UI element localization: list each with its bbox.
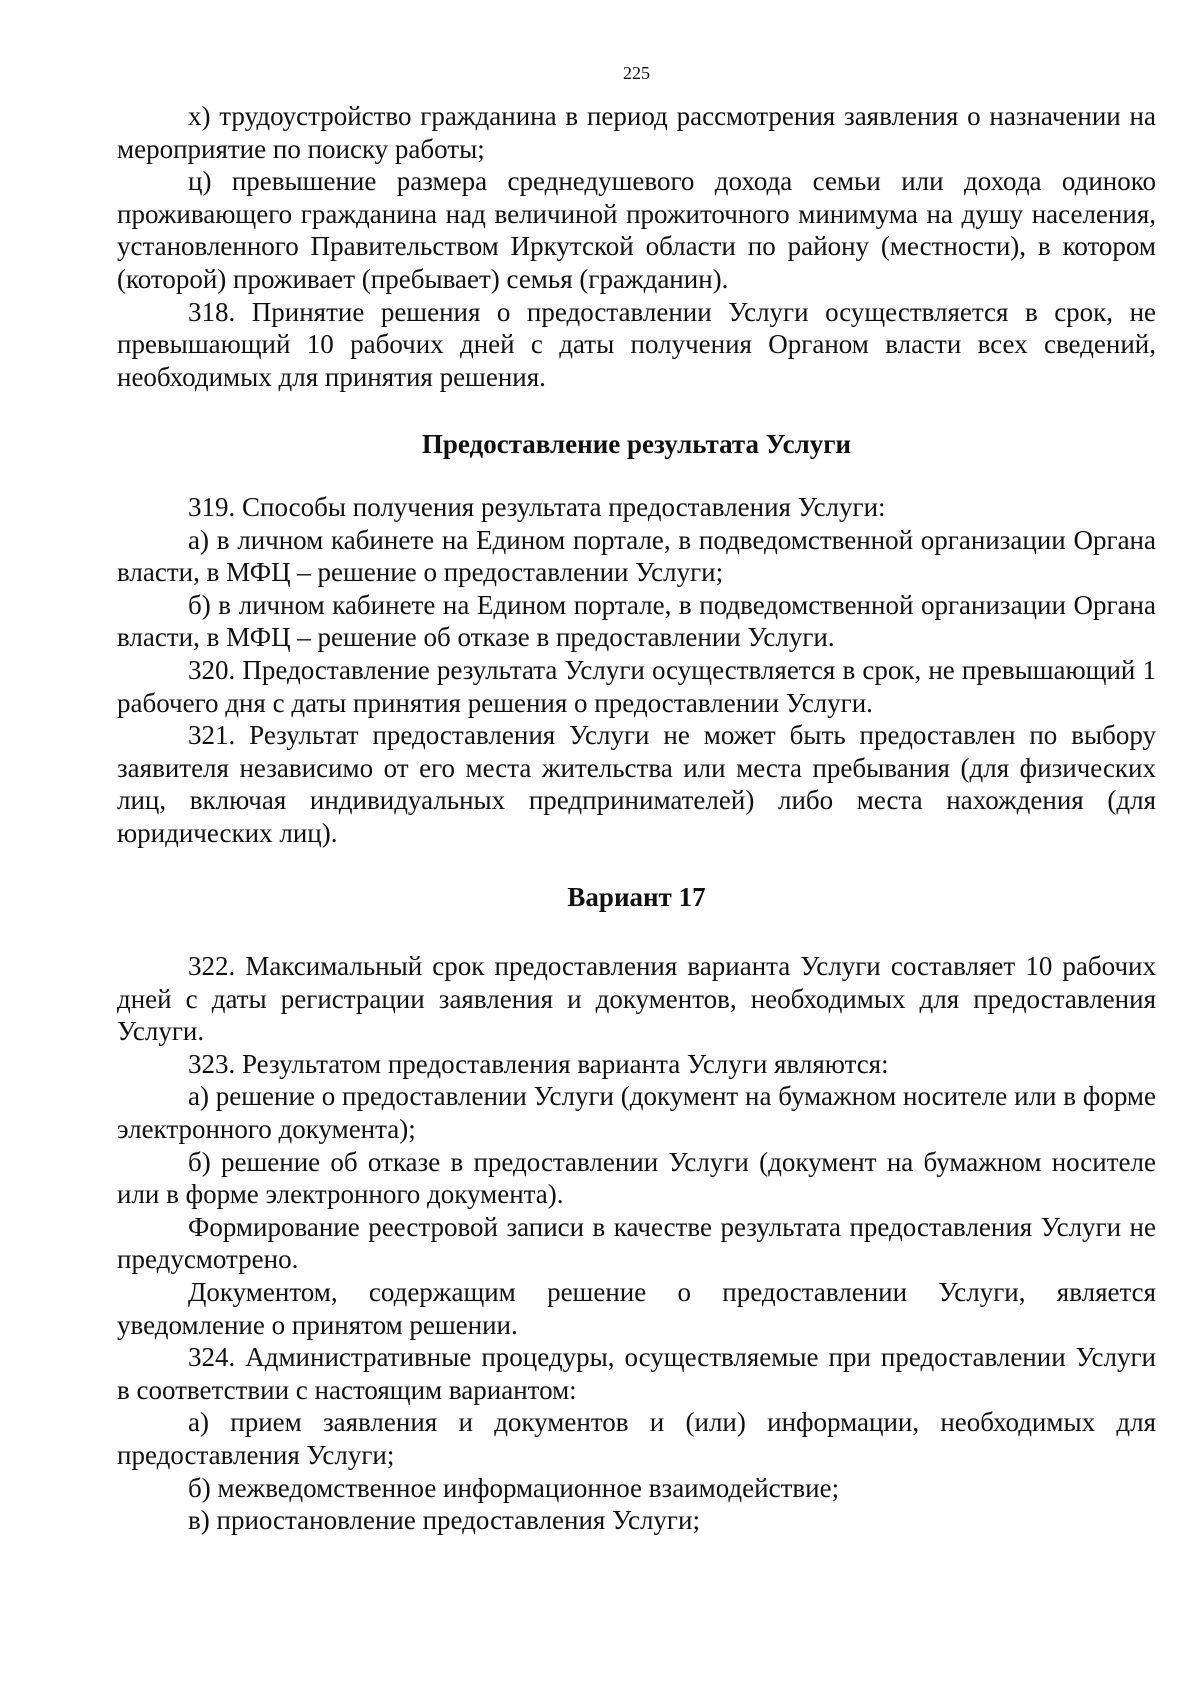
paragraph-319: 319. Способы получения результата предоставления Услуги: [188, 491, 886, 522]
paragraph-322: 322. Максимальный срок предоставления варианта Услуги составляет 10 рабочих дней с даты регистрации заявления и документов, необходимых для предоставления Услуги. [117, 951, 1156, 1047]
paragraph-320: 320. Предоставление результата Услуги осуществляется в срок, не превышающий 1 рабочего дня с даты принятия решения о предоставлении Услуги. [117, 654, 1156, 718]
paragraph-321: 321. Результат предоставления Услуги не может быть предоставлен по выбору заявителя независимо от его места жительства или места пребывания (для физических лиц, включая индивидуальных предпринимателей) либо места нахождения (для юридических лиц). [117, 720, 1156, 848]
section-heading-variant-17: Вариант 17 [567, 882, 706, 913]
list-item-323-b: б) решение об отказе в предоставлении Услуги (документ на бумажном носителе или в форме электронного документа). [117, 1146, 1156, 1210]
paragraph-324: 324. Административные процедуры, осуществляемые при предоставлении Услуги в соответствии с настоящим вариантом: [117, 1342, 1156, 1405]
list-item-319-b: б) в личном кабинете на Едином портале, в подведомственной организации Органа власти, в МФЦ – решение об отказе в предоставлении Услуги. [117, 589, 1156, 653]
page-number: 225 [623, 63, 650, 83]
paragraph-registry-record: Формирование реестровой записи в качестве результата предоставления Услуги не предусмотрено. [117, 1211, 1156, 1275]
paragraph-323: 323. Результатом предоставления варианта Услуги являются: [188, 1048, 889, 1079]
document-page [117, 62, 1156, 1537]
list-item-323-a: а) решение о предоставлении Услуги (документ на бумажном носителе или в форме электронного документа); [117, 1081, 1156, 1145]
list-item-319-a: а) в личном кабинете на Едином портале, в подведомственной организации Органа власти, в МФЦ – решение о предоставлении Услуги; [117, 524, 1156, 588]
list-item-324-v: в) приостановление предоставления Услуги; [188, 1505, 700, 1536]
list-item-324-b: б) межведомственное информационное взаимодействие; [188, 1472, 840, 1503]
list-item-324-a: а) прием заявления и документов и (или) информации, необходимых для предоставления Услуги; [117, 1407, 1156, 1470]
list-item-ts: ц) превышение размера среднедушевого дохода семьи или дохода одиноко проживающего гражданина над величиной прожиточного минимума на душу населения, установленного Правительством Иркутской области по району (местности), в котором (которой) проживает (пребывает) семья (гражданин). [117, 166, 1156, 294]
section-heading-result: Предоставление результата Услуги [421, 429, 852, 460]
list-item-kh: х) трудоустройство гражданина в период рассмотрения заявления о назначении на мероприятие по поиску работы; [117, 101, 1156, 164]
paragraph-318: 318. Принятие решения о предоставлении Услуги осуществляется в срок, не превышающий 10 рабочих дней с даты получения Органом власти всех сведений, необходимых для принятия решения. [117, 296, 1156, 392]
paragraph-decision-document: Документом, содержащим решение о предоставлении Услуги, является уведомление о принятом решении. [117, 1277, 1156, 1340]
